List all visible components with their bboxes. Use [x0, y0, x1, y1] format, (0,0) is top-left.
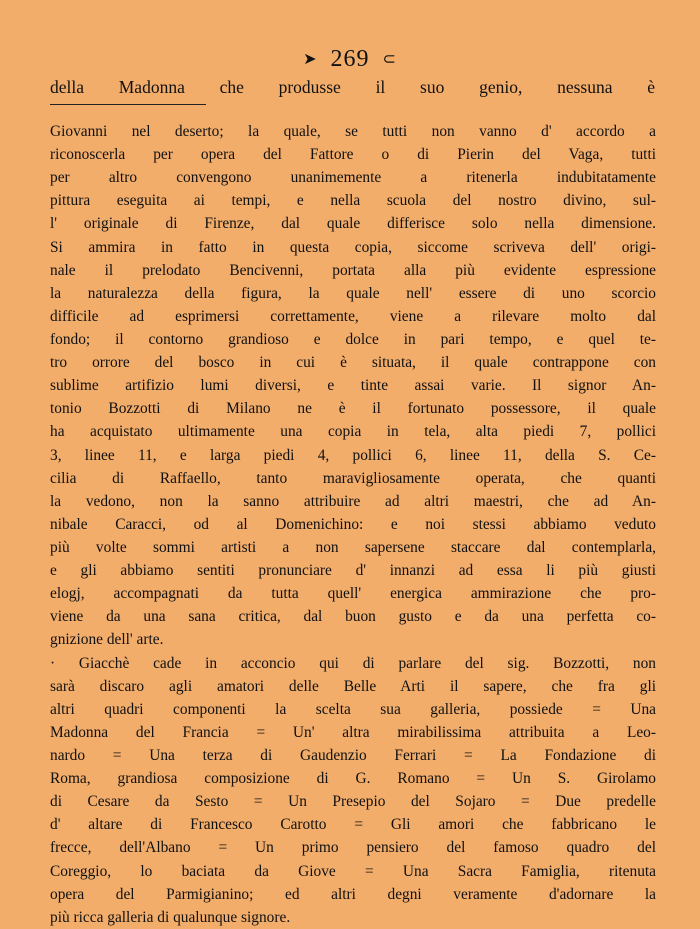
text-line: viene da una sana critica, dal buon gusto e da una perfetta co-	[50, 608, 656, 626]
text-line: difficile ad esprimersi correttamente, viene a rilevare molto dal	[50, 307, 656, 325]
text-line: opera del Parmigianino; ed altri degni veramente d'adornare la	[50, 885, 656, 903]
text-line: la naturalezza della figura, la quale nell' essere di uno scorcio	[50, 284, 656, 302]
text-line: sublime artifizio lumi diversi, e tinte assai varie. Il signor An-	[50, 377, 656, 395]
text-line: · Giacchè cade in acconcio qui di parlare del sig. Bozzotti, non	[50, 654, 656, 672]
text-line: più volte sommi artisti a non sapersene staccare dal contemplarla,	[50, 538, 656, 556]
ornament-left-icon: ➤	[303, 51, 318, 69]
text-line: più ricca galleria di qualunque signore.	[50, 908, 291, 926]
text-line: nardo = Una terza di Gaudenzio Ferrari = La Fondazione di	[50, 746, 656, 764]
text-line: Madonna del Francia = Un' altra mirabilissima attribuita a Leo-	[50, 723, 656, 741]
text-line: Roma, grandiosa composizione di G. Romano = Un S. Girolamo	[50, 770, 656, 788]
text-line: d' altare di Francesco Carotto = Gli amori che fabbricano le	[50, 816, 656, 834]
text-line: per altro convengono unanimemente a ritenerla indubitatamente	[50, 169, 656, 187]
text-line: Coreggio, lo baciata da Giove = Una Sacra Famiglia, ritenuta	[50, 862, 656, 880]
text-line: altri quadri componenti la scelta sua galleria, possiede = Una	[50, 700, 656, 718]
text-line: pittura eseguita ai tempi, e nella scuola del nostro divino, sul-	[50, 192, 656, 210]
page-number: 269	[330, 46, 370, 72]
text-line: cilia di Raffaello, tanto maravigliosamente operata, che quanti	[50, 469, 656, 487]
text-line: Giovanni nel deserto; la quale, se tutti non vanno d' accordo a	[50, 123, 656, 140]
text-line: elogj, accompagnati da tutta quell' energica ammirazione che pro-	[50, 585, 656, 603]
footnote-rule	[50, 104, 206, 105]
text-line: di Cesare da Sesto = Un Presepio del Sojaro = Due predelle	[50, 793, 656, 811]
text-line: tonio Bozzotti di Milano ne è il fortunato possessore, il quale	[50, 400, 656, 418]
ornament-right-icon: ⊂	[382, 51, 397, 69]
text-line: frecce, dell'Albano = Un primo pensiero del famoso quadro del	[50, 839, 656, 857]
text-line: fondo; il contorno grandioso e dolce in pari tempo, e quel te-	[50, 330, 656, 348]
body-text	[50, 120, 656, 929]
text-line: Si ammira in fatto in questa copia, siccome scriveva dell' origi-	[50, 238, 656, 256]
text-line: nale il prelodato Bencivenni, portata alla più evidente espressione	[50, 261, 656, 279]
text-line: tro orrore del bosco in cui è situata, il quale contrappone con	[50, 354, 656, 372]
text-line: riconoscerla per opera del Fattore o di Pierin del Vaga, tutti	[50, 146, 656, 164]
text-line: 3, linee 11, e larga piedi 4, pollici 6, linee 11, della S. Ce-	[50, 446, 656, 464]
text-line: sarà discaro agli amatori delle Belle Arti il sapere, che fra gli	[50, 677, 656, 695]
text-line: e gli abbiamo sentiti pronunciare d' innanzi ad essa li più giusti	[50, 562, 656, 580]
page-header	[0, 44, 700, 75]
catchline: della Madonna che produsse il suo genio, nessuna è	[50, 77, 655, 97]
text-line: ha acquistato ultimamente una copia in tela, alta piedi 7, pollici	[50, 423, 656, 441]
text-line: l' originale di Firenze, dal quale differisce solo nella dimensione.	[50, 215, 656, 233]
text-line: gnizione dell' arte.	[50, 631, 164, 649]
text-line: nibale Caracci, od al Domenichino: e noi stessi abbiamo veduto	[50, 515, 656, 533]
text-line: la vedono, non la sanno attribuire ad altri maestri, che ad An-	[50, 492, 656, 510]
